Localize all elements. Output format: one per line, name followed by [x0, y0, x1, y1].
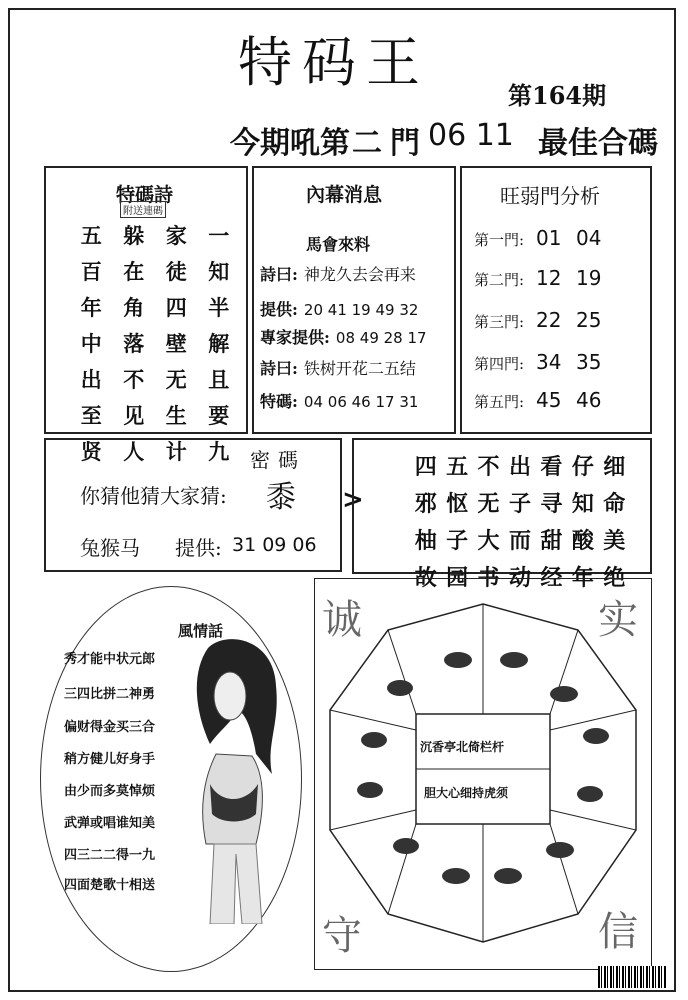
door-label: 第五門: [474, 393, 525, 411]
poem2-char: 年 [571, 565, 594, 591]
news-line-value: 04 06 46 17 31 [303, 393, 419, 411]
door-number: 25 [576, 308, 602, 332]
arrow-icon: > [342, 485, 364, 515]
poem-char: 五 [80, 223, 102, 248]
door-row [474, 350, 616, 374]
poem-char: 九 [208, 439, 230, 464]
poem2-char: 知 [571, 491, 594, 517]
header-numbers: 06 11 [428, 118, 514, 153]
poem-char: 年 [80, 295, 102, 320]
secret-label: 密碼 [250, 448, 306, 472]
news-line [260, 262, 416, 285]
poem2-char: 酸 [571, 528, 594, 554]
door-row [474, 226, 616, 250]
poem2-char: 细 [603, 454, 626, 480]
poem2-char: 寻 [540, 491, 563, 517]
talk-line: 秀才能中状元郎 [64, 652, 156, 667]
issue-number: 第164期 [508, 81, 607, 110]
door-number: 04 [576, 226, 602, 250]
poem2-char: 经 [540, 565, 563, 591]
door-number: 45 [536, 388, 562, 412]
door-number: 01 [536, 226, 562, 250]
news-line [260, 325, 427, 348]
poem-char: 一 [208, 223, 230, 248]
poem2-char: 美 [603, 528, 626, 554]
guess-provider: 兔猴马 [80, 536, 140, 560]
poem-char: 徒 [165, 259, 187, 284]
poem2-char: 柚 [414, 528, 437, 554]
door-prefix: 今期吼第 [230, 126, 350, 161]
news-line-label: 專家提供: [260, 328, 330, 347]
corner-char-shou: 守 [322, 913, 362, 959]
poem2-char: 四 [414, 454, 437, 480]
poem2-char: 五 [446, 454, 469, 480]
wheel-center-line-2: 胆大心细持虎须 [424, 786, 509, 800]
poem-char: 半 [208, 295, 230, 320]
door-label: 第三門: [474, 313, 525, 331]
poem-char: 贤 [80, 439, 102, 464]
poem2-char: 书 [477, 565, 500, 591]
poem-char: 四 [165, 295, 187, 320]
talk-line: 稍方健儿好身手 [64, 752, 156, 767]
talk-title: 風情話 [178, 622, 224, 640]
poem-subtitle: 附送連碼 [120, 201, 166, 218]
poem-char: 无 [165, 367, 187, 392]
poem-char: 解 [208, 331, 230, 356]
poem-char: 出 [80, 367, 102, 392]
poem2-char: 甜 [540, 528, 563, 554]
talk-line: 四面楚歌十相送 [64, 878, 156, 893]
poem2-char: 大 [477, 528, 500, 554]
news-subtitle: 馬會來料 [306, 235, 371, 254]
barcode [598, 966, 666, 988]
poem-char: 落 [123, 331, 145, 356]
poem2-char: 动 [508, 565, 531, 591]
corner-char-shi: 实 [598, 597, 638, 643]
poem-char: 见 [123, 403, 145, 428]
poem2-char: 故 [414, 565, 437, 591]
portrait-image [186, 634, 286, 924]
poem-char: 人 [123, 439, 145, 464]
door-suffix: 門 [390, 126, 420, 161]
door-number: 19 [576, 266, 602, 290]
news-line-label: 詩曰: [260, 359, 298, 378]
door-number: 35 [576, 350, 602, 374]
door-number: 12 [536, 266, 562, 290]
poem2-char: 出 [508, 454, 531, 480]
door-number: 34 [536, 350, 562, 374]
news-line-label: 特碼: [260, 392, 298, 411]
best-pair-label: 最佳合碼 [538, 126, 658, 161]
door-label: 第四門: [474, 355, 525, 373]
news-line-value: 20 41 19 49 32 [303, 301, 419, 319]
poem2-char: 仔 [571, 454, 594, 480]
door-row [474, 388, 616, 412]
news-line-label: 詩曰: [260, 265, 298, 284]
poem-char: 百 [80, 259, 102, 284]
poem2-char: 看 [540, 454, 563, 480]
door-row [474, 308, 616, 332]
door-row [474, 266, 616, 290]
secret-char: 黍 [266, 480, 296, 515]
door-label: 第二門: [474, 271, 525, 289]
provide-label: 提供: [175, 536, 222, 560]
page-title: 特码王 [238, 31, 430, 94]
poem2-char: 怄 [446, 491, 469, 517]
poem2-char: 绝 [603, 565, 626, 591]
wheel-center-line-1: 沉香亭北倚栏杆 [420, 740, 505, 754]
talk-line: 偏财得金买三合 [64, 720, 156, 735]
poem2-char: 命 [603, 491, 626, 517]
poem-char: 家 [165, 223, 187, 248]
news-line [260, 297, 418, 320]
poem-char: 知 [208, 259, 230, 284]
poem-char: 躲 [123, 223, 145, 248]
poem-char: 壁 [165, 331, 187, 356]
poem-grid [70, 220, 240, 466]
news-line-label: 提供: [260, 300, 298, 319]
door-number: 46 [576, 388, 602, 412]
poem-char: 生 [165, 403, 187, 428]
poem2-char: 邪 [414, 491, 437, 517]
door-number: 22 [536, 308, 562, 332]
news-line [260, 389, 418, 412]
guess-numbers: 31 09 06 [232, 534, 317, 556]
door-label: 第一門: [474, 231, 525, 249]
talk-line: 由少而多莫悼烦 [64, 784, 156, 799]
poem2-char: 园 [446, 565, 469, 591]
poem-char: 不 [123, 367, 145, 392]
poem2-char: 子 [446, 528, 469, 554]
corner-char-cheng: 诚 [322, 597, 362, 643]
poem2-char: 子 [508, 491, 531, 517]
poem-char: 计 [165, 439, 187, 464]
poem-char: 且 [208, 367, 230, 392]
news-title: 內幕消息 [306, 184, 383, 206]
poem-char: 中 [80, 331, 102, 356]
poem-title: 特碼詩 [116, 184, 174, 206]
doors-title: 旺弱門分析 [500, 184, 600, 208]
news-line-value: 铁树开花二五结 [303, 359, 416, 378]
poem-char: 要 [208, 403, 230, 428]
talk-line: 四三二二得一九 [64, 848, 156, 863]
poem2-grid [410, 450, 630, 592]
corner-char-xin: 信 [598, 909, 638, 955]
news-line-value: 神龙久去会再来 [303, 265, 416, 284]
talk-line: 三四比拼二神勇 [64, 687, 156, 702]
poem2-char: 不 [477, 454, 500, 480]
guess-prompt: 你猜他猜大家猜: [80, 484, 227, 508]
poem2-char: 无 [477, 491, 500, 517]
poem-char: 在 [123, 259, 145, 284]
news-line [260, 356, 416, 379]
poem2-char: 而 [508, 528, 531, 554]
poem-char: 至 [80, 403, 102, 428]
talk-line: 武弹或唱谁知美 [64, 816, 156, 831]
door-number: 二 [352, 126, 382, 161]
poem-char: 角 [123, 295, 145, 320]
news-line-value: 08 49 28 17 [335, 329, 427, 347]
